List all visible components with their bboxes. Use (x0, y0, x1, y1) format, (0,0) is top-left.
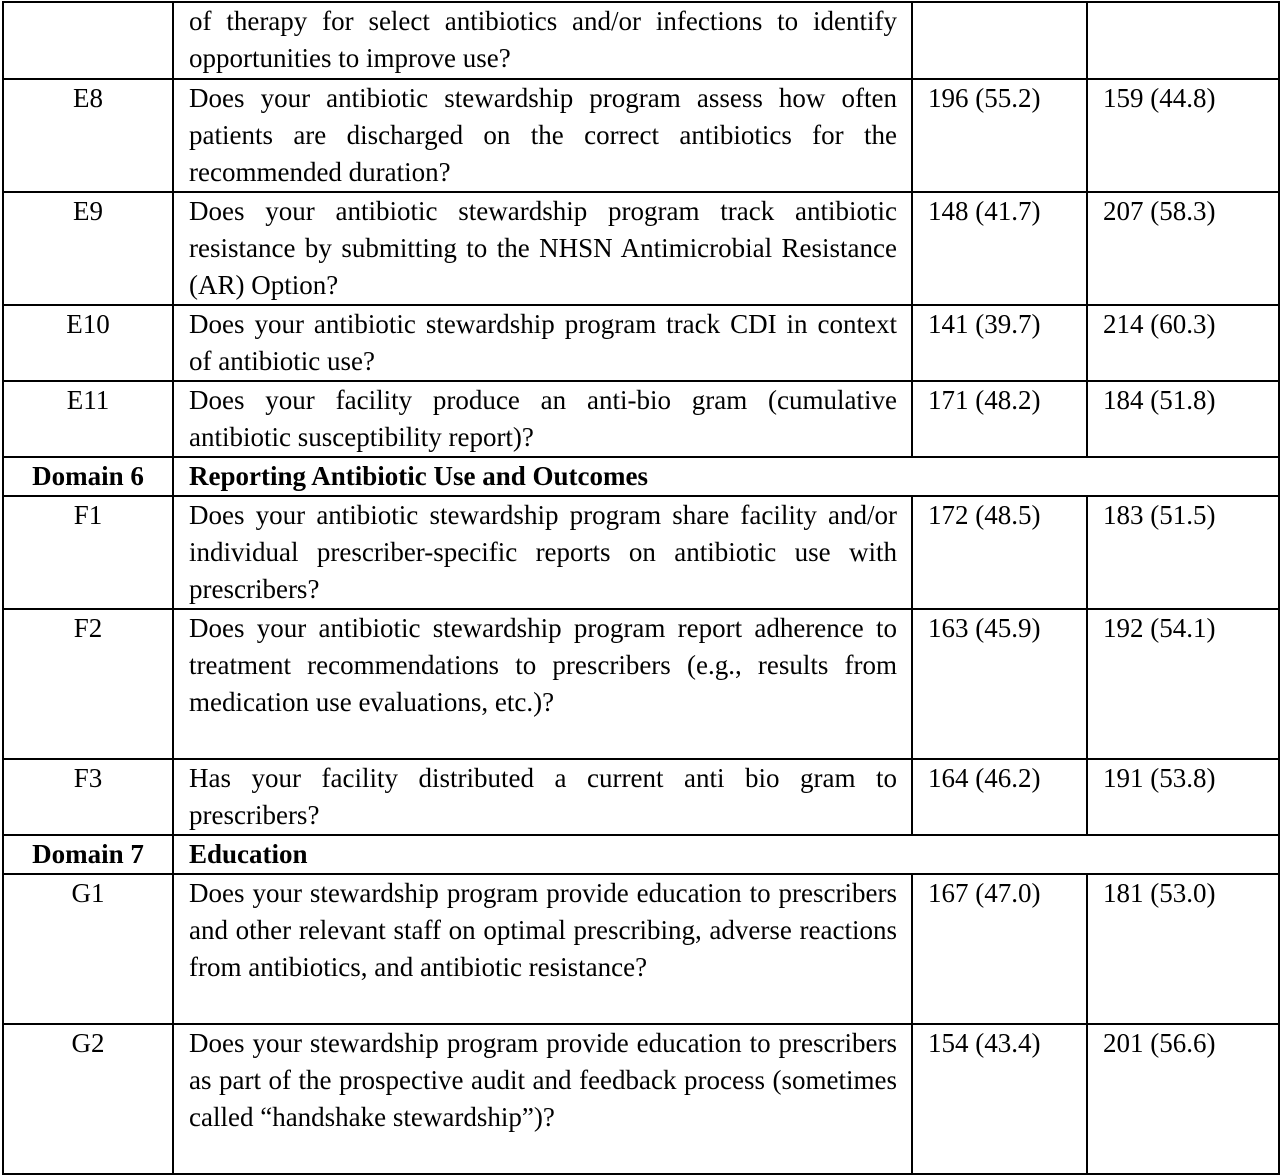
row-code: F1 (3, 496, 173, 609)
table-row (3, 79, 1279, 192)
survey-results-table (2, 1, 1280, 1175)
yes-count: 172 (48.5) (912, 496, 1087, 609)
row-code: F3 (3, 759, 173, 835)
row-code: F2 (3, 609, 173, 759)
row-code: G2 (3, 1024, 173, 1174)
yes-count: 154 (43.4) (912, 1024, 1087, 1174)
no-count: 207 (58.3) (1087, 192, 1279, 305)
yes-count: 171 (48.2) (912, 381, 1087, 457)
row-code: E8 (3, 79, 173, 192)
no-count: 159 (44.8) (1087, 79, 1279, 192)
no-count: 201 (56.6) (1087, 1024, 1279, 1174)
table-row (3, 759, 1279, 835)
no-count: 181 (53.0) (1087, 874, 1279, 1024)
domain-label: Domain 7 (3, 835, 173, 874)
no-count: 184 (51.8) (1087, 381, 1279, 457)
question-text: Does your stewardship program provide education to prescribers as part of the prospective audit and feedback process (sometimes called “handshake stewardship”)? (173, 1024, 912, 1174)
yes-count: 164 (46.2) (912, 759, 1087, 835)
question-text: Does your stewardship program provide education to prescribers and other relevant staff on optimal prescribing, adverse reactions from antibiotics, and antibiotic resistance? (173, 874, 912, 1024)
table-row (3, 305, 1279, 381)
domain-title: Education (173, 835, 1279, 874)
question-text: Does your antibiotic stewardship program track antibiotic resistance by submitting to the NHSN Antimicrobial Resistance (AR) Option? (173, 192, 912, 305)
table-row (3, 2, 1279, 79)
yes-count: 167 (47.0) (912, 874, 1087, 1024)
question-text: Does your antibiotic stewardship program report adherence to treatment recommendations to prescribers (e.g., results from medication use evaluations, etc.)? (173, 609, 912, 759)
row-code: E10 (3, 305, 173, 381)
domain-label: Domain 6 (3, 457, 173, 496)
table-row (3, 381, 1279, 457)
table-row (3, 874, 1279, 1024)
no-count: 214 (60.3) (1087, 305, 1279, 381)
question-text: Does your facility produce an anti-bio gram (cumulative antibiotic susceptibility report)? (173, 381, 912, 457)
question-text: of therapy for select antibiotics and/or infections to identify opportunities to improve use? (173, 2, 912, 79)
no-count: 183 (51.5) (1087, 496, 1279, 609)
no-count: 192 (54.1) (1087, 609, 1279, 759)
table-row (3, 1024, 1279, 1174)
no-count (1087, 2, 1279, 79)
yes-count: 141 (39.7) (912, 305, 1087, 381)
domain-row (3, 835, 1279, 874)
row-code (3, 2, 173, 79)
table-row (3, 496, 1279, 609)
yes-count: 196 (55.2) (912, 79, 1087, 192)
row-code: G1 (3, 874, 173, 1024)
table-row (3, 192, 1279, 305)
row-code: E11 (3, 381, 173, 457)
question-text: Does your antibiotic stewardship program share facility and/or individual prescriber-specific reports on antibiotic use with prescribers? (173, 496, 912, 609)
domain-row (3, 457, 1279, 496)
no-count: 191 (53.8) (1087, 759, 1279, 835)
yes-count: 148 (41.7) (912, 192, 1087, 305)
question-text: Has your facility distributed a current anti bio gram to prescribers? (173, 759, 912, 835)
yes-count: 163 (45.9) (912, 609, 1087, 759)
question-text: Does your antibiotic stewardship program track CDI in context of antibiotic use? (173, 305, 912, 381)
question-text: Does your antibiotic stewardship program assess how often patients are discharged on the correct antibiotics for the recommended duration? (173, 79, 912, 192)
domain-title: Reporting Antibiotic Use and Outcomes (173, 457, 1279, 496)
table-row (3, 609, 1279, 759)
yes-count (912, 2, 1087, 79)
row-code: E9 (3, 192, 173, 305)
